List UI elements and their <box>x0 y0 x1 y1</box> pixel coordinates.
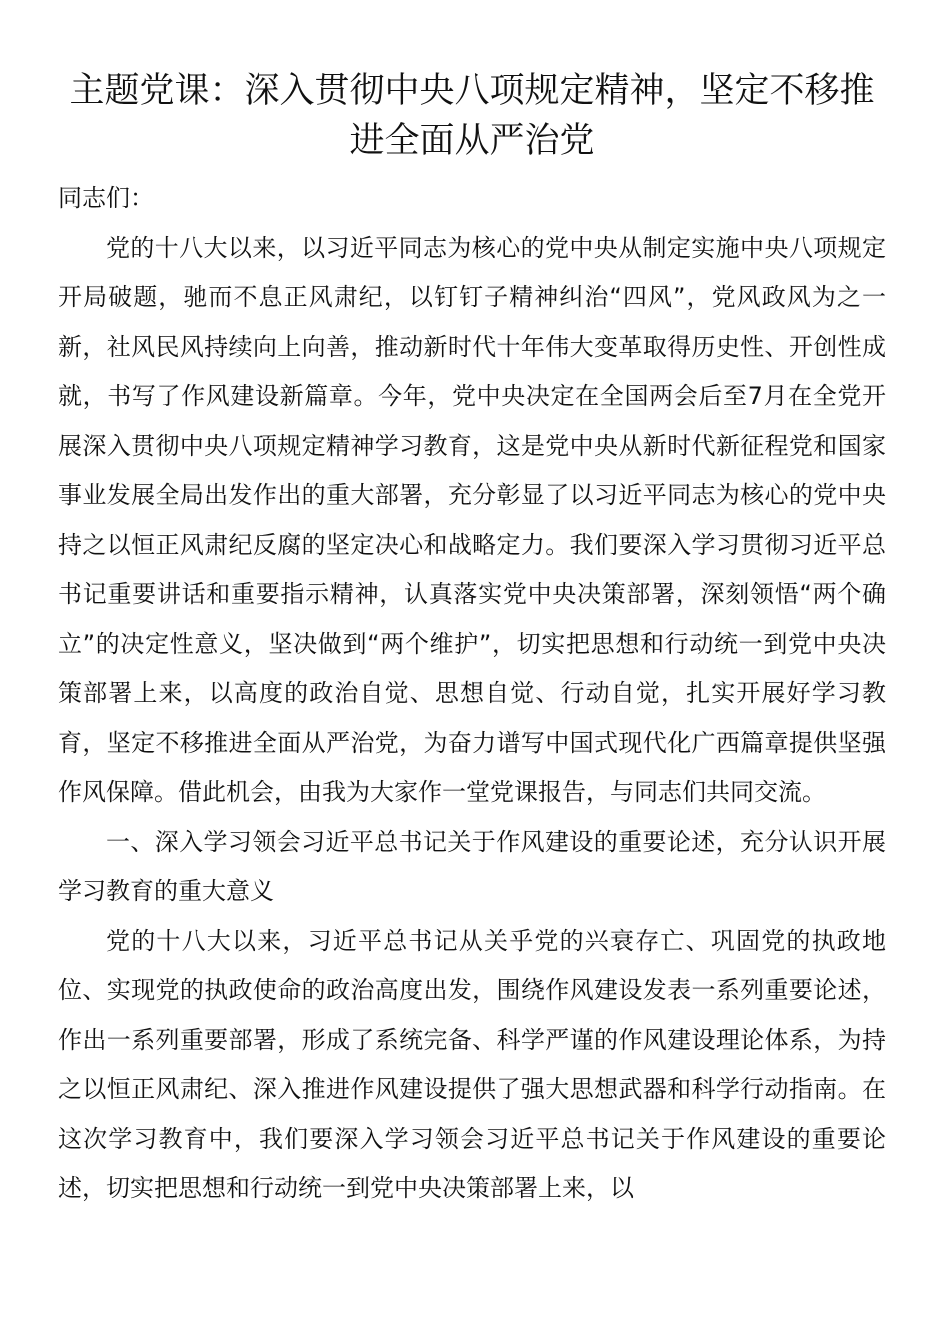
section-heading-1: 一、深入学习领会习近平总书记关于作风建设的重要论述，充分认识开展学习教育的重大意义 <box>58 827 886 905</box>
document-title: 主题党课：深入贯彻中央八项规定精神，坚定不移推进全面从严治党 <box>69 71 875 161</box>
document-page <box>58 66 886 1214</box>
section-1-paragraph: 党的十八大以来，习近平总书记从关乎党的兴衰存亡、巩固党的执政地位、实现党的执政使命的政治高度出发，围绕作风建设发表一系列重要论述，作出一系列重要部署，形成了系统完备、科学严谨的作风建设理论体系，为持之以恒正风肃纪、深入推进作风建设提供了强大思想武器和科学行动指南。在这次学习教育中，我们要深入学习领会习近平总书记关于作风建设的重要论述，切实把思想和行动统一到党中央决策部署上来，以 <box>58 926 886 1202</box>
salutation: 同志们： <box>58 184 154 212</box>
intro-paragraph: 党的十八大以来，以习近平同志为核心的党中央从制定实施中央八项规定开局破题，驰而不息正风肃纪，以钉钉子精神纠治“四风”，党风政风为之一新，社风民风持续向上向善，推动新时代十年伟大变革取得历史性、开创性成就，书写了作风建设新篇章。今年，党中央决定在全国两会后至7月在全党开展深入贯彻中央八项规定精神学习教育，这是党中央从新时代新征程党和国家事业发展全局出发作出的重大部署，充分彰显了以习近平同志为核心的党中央持之以恒正风肃纪反腐的坚定决心和战略定力。我们要深入学习贯彻习近平总书记重要讲话和重要指示精神，认真落实党中央决策部署，深刻领悟“两个确立”的决定性意义，坚决做到“两个维护”，切实把思想和行动统一到党中央决策部署上来，以高度的政治自觉、思想自觉、行动自觉，扎实开展好学习教育，坚定不移推进全面从严治党，为奋力谱写中国式现代化广西篇章提供坚强作风保障。借此机会，由我为大家作一堂党课报告，与同志们共同交流。 <box>58 233 886 806</box>
